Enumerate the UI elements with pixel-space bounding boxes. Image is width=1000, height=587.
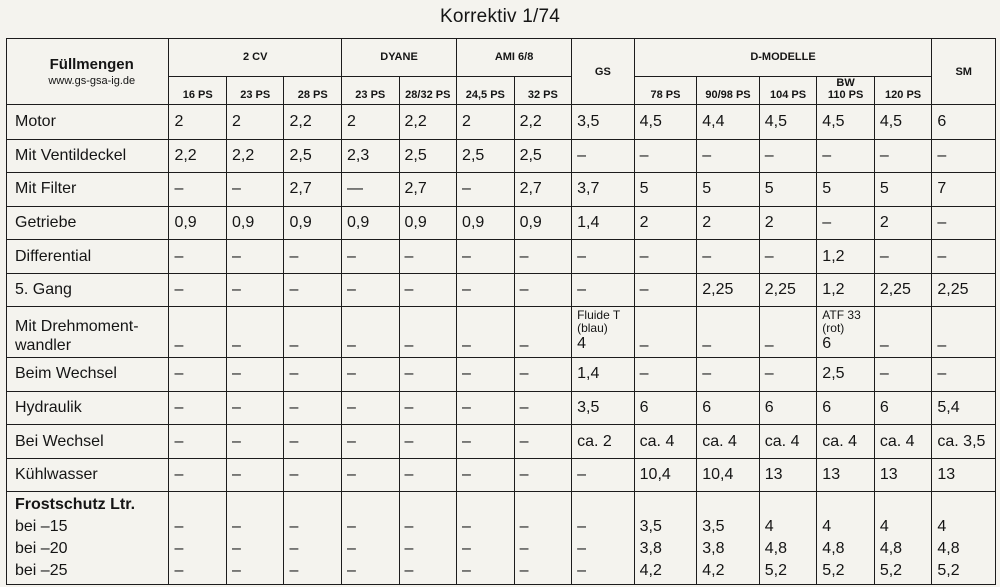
frost-heading: Frostschutz Ltr. <box>15 496 136 513</box>
ps-header: 104 PS <box>759 76 817 104</box>
table-cell: 2,7 <box>514 173 572 207</box>
frost-value: – <box>404 518 414 535</box>
table-cell: – <box>399 425 457 459</box>
frost-value: 3,8 <box>702 540 725 557</box>
frost-value: – <box>347 518 356 535</box>
table-cell: 2,5 <box>457 139 515 173</box>
row-label-line: Mit Drehmoment- <box>15 318 139 336</box>
table-cell: – <box>514 307 572 358</box>
table-cell: – <box>169 307 227 358</box>
frost-value: 4,8 <box>937 540 960 557</box>
table-cell: – <box>514 425 572 459</box>
table-cell: – <box>226 458 284 492</box>
frost-value: – <box>347 540 356 557</box>
table-cell: – <box>226 307 284 358</box>
table-cell: 5 <box>874 173 932 207</box>
table-cell: 3,7 <box>572 173 635 207</box>
table-cell: 0,9 <box>399 206 457 240</box>
frost-value: – <box>289 518 299 535</box>
table-cell: 7 <box>932 173 996 207</box>
frost-value: – <box>231 562 241 579</box>
frost-value: – <box>462 562 471 579</box>
frost-sub-label: bei –15 <box>15 518 68 535</box>
table-cell: – <box>932 206 996 240</box>
table-cell: – <box>457 425 515 459</box>
frost-value: – <box>577 518 586 535</box>
table-cell: – <box>759 307 817 358</box>
row-label: 5. Gang <box>7 273 169 307</box>
table-cell: 0,9 <box>514 206 572 240</box>
table-row <box>7 240 996 274</box>
table-cell: – <box>399 358 457 392</box>
frost-value: 5,2 <box>937 562 960 579</box>
table-cell <box>874 492 932 585</box>
table-cell: – <box>399 240 457 274</box>
table-cell: – <box>342 307 400 358</box>
table-cell: 3,5 <box>572 391 635 425</box>
frost-value: – <box>289 562 299 579</box>
frost-value: – <box>519 540 529 557</box>
table-cell: 2,25 <box>932 273 996 307</box>
table-cell: – <box>514 358 572 392</box>
table-cell: – <box>169 425 227 459</box>
table-cell: – <box>342 240 400 274</box>
table-cell: 2,2 <box>399 105 457 140</box>
table-cell: – <box>932 240 996 274</box>
table-cell: ca. 4 <box>817 425 875 459</box>
table-cell: – <box>342 458 400 492</box>
frost-value: 5,2 <box>822 562 845 579</box>
frost-value: – <box>174 518 184 535</box>
frost-value: 3,8 <box>639 540 662 557</box>
frost-value: – <box>462 540 471 557</box>
group-d-modelle: D-MODELLE <box>634 39 932 77</box>
table-cell: – <box>284 307 342 358</box>
table-cell: 2,25 <box>874 273 932 307</box>
table-cell: – <box>932 358 996 392</box>
table-row <box>7 273 996 307</box>
table-cell: – <box>817 139 875 173</box>
frost-value: – <box>174 540 184 557</box>
table-cell: – <box>874 139 932 173</box>
table-row <box>7 391 996 425</box>
table-cell: 10,4 <box>697 458 760 492</box>
table-row <box>7 358 996 392</box>
table-cell: – <box>169 173 227 207</box>
table-cell <box>342 492 400 585</box>
table-cell: – <box>514 391 572 425</box>
bw-ps: 110 PS <box>827 89 864 102</box>
table-cell: — <box>342 173 400 207</box>
table-cell: 13 <box>759 458 817 492</box>
table-cell: – <box>572 458 635 492</box>
table-cell: 0,9 <box>457 206 515 240</box>
row-label: Bei Wechsel <box>7 425 169 459</box>
ps-header: 23 PS <box>342 76 400 104</box>
table-cell: 5 <box>817 173 875 207</box>
table-cell: 2,25 <box>759 273 817 307</box>
table-cell: – <box>874 307 932 358</box>
row-label: Beim Wechsel <box>7 358 169 392</box>
frost-value: – <box>404 562 414 579</box>
table-cell: 2,7 <box>284 173 342 207</box>
frost-value: – <box>577 540 586 557</box>
table-cell: – <box>514 273 572 307</box>
table-cell: 5 <box>759 173 817 207</box>
frost-value: 3,5 <box>702 518 725 535</box>
frost-value: – <box>347 562 356 579</box>
row-label <box>7 307 169 358</box>
table-cell <box>572 492 635 585</box>
frost-value: – <box>231 540 241 557</box>
ps-header: 78 PS <box>634 76 697 104</box>
table-cell: 5,4 <box>932 391 996 425</box>
frost-sub-label: bei –20 <box>15 540 68 557</box>
table-cell: 1,2 <box>817 240 875 274</box>
table-cell: – <box>342 358 400 392</box>
table-cell: 2,7 <box>399 173 457 207</box>
row-label: Getriebe <box>7 206 169 240</box>
group-2cv: 2 CV <box>169 39 342 77</box>
table-cell: – <box>634 139 697 173</box>
table-cell: 2,5 <box>284 139 342 173</box>
table-cell: – <box>284 358 342 392</box>
table-cell: – <box>457 240 515 274</box>
row-label: Kühlwasser <box>7 458 169 492</box>
table-cell <box>759 492 817 585</box>
table-cell: ca. 4 <box>697 425 760 459</box>
table-cell: 0,9 <box>342 206 400 240</box>
table-cell <box>169 492 227 585</box>
frost-value: 5,2 <box>879 562 903 579</box>
table-cell: – <box>399 458 457 492</box>
table-cell: ca. 4 <box>874 425 932 459</box>
table-cell: – <box>169 391 227 425</box>
table-cell: 3,5 <box>572 105 635 140</box>
frost-value: 4 <box>764 518 774 535</box>
frost-value: 4,8 <box>822 540 845 557</box>
table-cell: – <box>874 240 932 274</box>
ps-header: 28 PS <box>284 76 342 104</box>
note-line: Fluide T <box>577 308 621 323</box>
table-cell: ca. 4 <box>634 425 697 459</box>
table-cell: 2,2 <box>514 105 572 140</box>
table-cell: 5 <box>634 173 697 207</box>
table-cell: – <box>399 391 457 425</box>
row-label: Mit Ventildeckel <box>7 139 169 173</box>
row-label <box>7 492 169 585</box>
ps-header-bw <box>817 76 875 104</box>
table-cell: 0,9 <box>284 206 342 240</box>
table-cell: – <box>226 358 284 392</box>
table-cell: 1,2 <box>817 273 875 307</box>
table-cell: 2 <box>697 206 760 240</box>
frost-value: – <box>462 518 471 535</box>
ps-header: 24,5 PS <box>457 76 515 104</box>
table-cell: 4,4 <box>697 105 760 140</box>
table-cell: – <box>932 307 996 358</box>
table-cell: 2,5 <box>514 139 572 173</box>
table-cell: – <box>399 307 457 358</box>
table-cell: 2 <box>874 206 932 240</box>
table-cell: 1,4 <box>572 206 635 240</box>
ps-header: 28/32 PS <box>399 76 457 104</box>
frost-value: – <box>519 562 529 579</box>
row-label: Hydraulik <box>7 391 169 425</box>
table-cell: 2 <box>342 105 400 140</box>
table-cell: – <box>634 307 697 358</box>
table-cell: – <box>514 240 572 274</box>
ps-header: 32 PS <box>514 76 572 104</box>
frost-value: 5,2 <box>764 562 788 579</box>
table-cell: 2,5 <box>399 139 457 173</box>
table-row-frostschutz <box>7 492 996 585</box>
table-row <box>7 425 996 459</box>
frost-value: 3,5 <box>639 518 662 535</box>
table-cell: – <box>284 273 342 307</box>
table-cell: 4,5 <box>817 105 875 140</box>
table-cell: – <box>759 240 817 274</box>
table-cell: – <box>634 358 697 392</box>
frost-value: – <box>577 562 586 579</box>
table-cell: – <box>457 173 515 207</box>
table-cell: 6 <box>634 391 697 425</box>
table-cell: – <box>457 307 515 358</box>
table-cell: 2 <box>457 105 515 140</box>
table-cell: – <box>226 173 284 207</box>
table-cell: – <box>572 273 635 307</box>
table-row <box>7 139 996 173</box>
table-cell: 5 <box>697 173 760 207</box>
table-cell: – <box>932 139 996 173</box>
table-cell: 10,4 <box>634 458 697 492</box>
frost-value: – <box>174 562 184 579</box>
frost-value: 4 <box>879 518 889 535</box>
document-title: Korrektiv 1/74 <box>439 6 561 27</box>
table-cell <box>457 492 515 585</box>
row-label-line: wandler <box>15 337 72 355</box>
table-cell <box>697 492 760 585</box>
table-cell: – <box>284 240 342 274</box>
table-cell: – <box>697 358 760 392</box>
torque-converter-note <box>572 307 635 358</box>
frost-value: – <box>289 540 299 557</box>
table-cell: – <box>169 240 227 274</box>
table-cell: – <box>457 458 515 492</box>
bw-label: BW <box>836 77 855 90</box>
table-cell <box>634 492 697 585</box>
table-cell: – <box>697 139 760 173</box>
table-cell: – <box>457 273 515 307</box>
table-cell: – <box>342 391 400 425</box>
table-cell: 1,4 <box>572 358 635 392</box>
header-group-row <box>7 39 996 77</box>
frost-value: – <box>519 518 529 535</box>
table-cell: – <box>759 139 817 173</box>
table-cell: – <box>457 391 515 425</box>
table-cell: – <box>169 273 227 307</box>
table-cell: – <box>634 240 697 274</box>
table-cell: – <box>226 240 284 274</box>
table-cell: 2,25 <box>697 273 760 307</box>
table-cell: – <box>226 391 284 425</box>
table-cell: – <box>457 358 515 392</box>
table-cell: 13 <box>817 458 875 492</box>
table-cell: 2,5 <box>817 358 875 392</box>
table-cell: – <box>874 358 932 392</box>
table-cell: – <box>284 458 342 492</box>
table-cell: – <box>342 425 400 459</box>
table-cell: 13 <box>874 458 932 492</box>
table-cell <box>284 492 342 585</box>
table-cell: 0,9 <box>226 206 284 240</box>
table-cell: – <box>399 273 457 307</box>
table-cell: – <box>572 240 635 274</box>
table-cell: 4,5 <box>874 105 932 140</box>
table-cell: 2 <box>759 206 817 240</box>
row-label: Motor <box>7 105 169 140</box>
ps-header: 90/98 PS <box>697 76 760 104</box>
frost-value: 4,8 <box>879 540 903 557</box>
table-cell: 4,5 <box>759 105 817 140</box>
table-cell: 2,3 <box>342 139 400 173</box>
table-cell: – <box>634 273 697 307</box>
table-cell <box>399 492 457 585</box>
fuellmengen-heading: Füllmengen <box>49 56 134 74</box>
table-cell: – <box>226 425 284 459</box>
table-cell: 6 <box>874 391 932 425</box>
frost-value: 4,8 <box>764 540 788 557</box>
table-cell: 2 <box>169 105 227 140</box>
table-cell: 2,2 <box>226 139 284 173</box>
frost-sub-label: bei –25 <box>15 562 68 579</box>
table-row <box>7 458 996 492</box>
table-cell: – <box>169 458 227 492</box>
ps-header: 120 PS <box>874 76 932 104</box>
group-ami: AMI 6/8 <box>457 39 572 77</box>
table-cell: – <box>226 273 284 307</box>
note-line: (blau) <box>577 321 608 336</box>
row-label: Mit Filter <box>7 173 169 207</box>
table-cell: – <box>169 358 227 392</box>
table-cell: ca. 3,5 <box>932 425 996 459</box>
capacities-table <box>6 38 996 585</box>
table-cell: – <box>342 273 400 307</box>
table-cell: ca. 4 <box>759 425 817 459</box>
table-cell: 4,5 <box>634 105 697 140</box>
table-cell: 6 <box>697 391 760 425</box>
table-cell: – <box>284 425 342 459</box>
table-cell <box>932 492 996 585</box>
note-line: ATF 33 <box>822 308 861 323</box>
group-sm: SM <box>932 39 996 105</box>
frost-value: – <box>404 540 414 557</box>
table-cell: 2 <box>226 105 284 140</box>
table-cell: – <box>284 391 342 425</box>
table-cell <box>514 492 572 585</box>
corner-header <box>7 39 169 105</box>
frost-value: 4,2 <box>702 562 725 579</box>
table-cell: 6 <box>759 391 817 425</box>
table-cell: – <box>817 206 875 240</box>
table-cell: 13 <box>932 458 996 492</box>
row-label: Differential <box>7 240 169 274</box>
table-cell: 6 <box>932 105 996 140</box>
ps-header: 23 PS <box>226 76 284 104</box>
table-row <box>7 206 996 240</box>
table-cell: – <box>697 307 760 358</box>
table-cell: – <box>759 358 817 392</box>
table-cell: 2,2 <box>169 139 227 173</box>
table-cell <box>817 492 875 585</box>
frost-value: 4 <box>822 518 832 535</box>
table-row <box>7 173 996 207</box>
table-row <box>7 105 996 140</box>
table-cell: – <box>697 240 760 274</box>
frost-value: – <box>231 518 241 535</box>
table-cell <box>226 492 284 585</box>
ps-header: 16 PS <box>169 76 227 104</box>
table-row <box>7 307 996 358</box>
frost-value: 4 <box>937 518 947 535</box>
group-dyane: DYANE <box>342 39 457 77</box>
table-cell: 6 <box>817 391 875 425</box>
frost-value: 4,2 <box>639 562 662 579</box>
table-cell: – <box>572 139 635 173</box>
table-cell: 0,9 <box>169 206 227 240</box>
group-gs: GS <box>572 39 635 105</box>
torque-converter-note <box>817 307 875 358</box>
note-value: 4 <box>577 335 586 353</box>
note-line: (rot) <box>822 321 845 336</box>
table-cell: 2 <box>634 206 697 240</box>
website-url: www.gs-gsa-ig.de <box>48 75 136 88</box>
note-value: 6 <box>822 335 832 353</box>
table-cell: 2,2 <box>284 105 342 140</box>
table-cell: – <box>514 458 572 492</box>
table-cell: ca. 2 <box>572 425 635 459</box>
